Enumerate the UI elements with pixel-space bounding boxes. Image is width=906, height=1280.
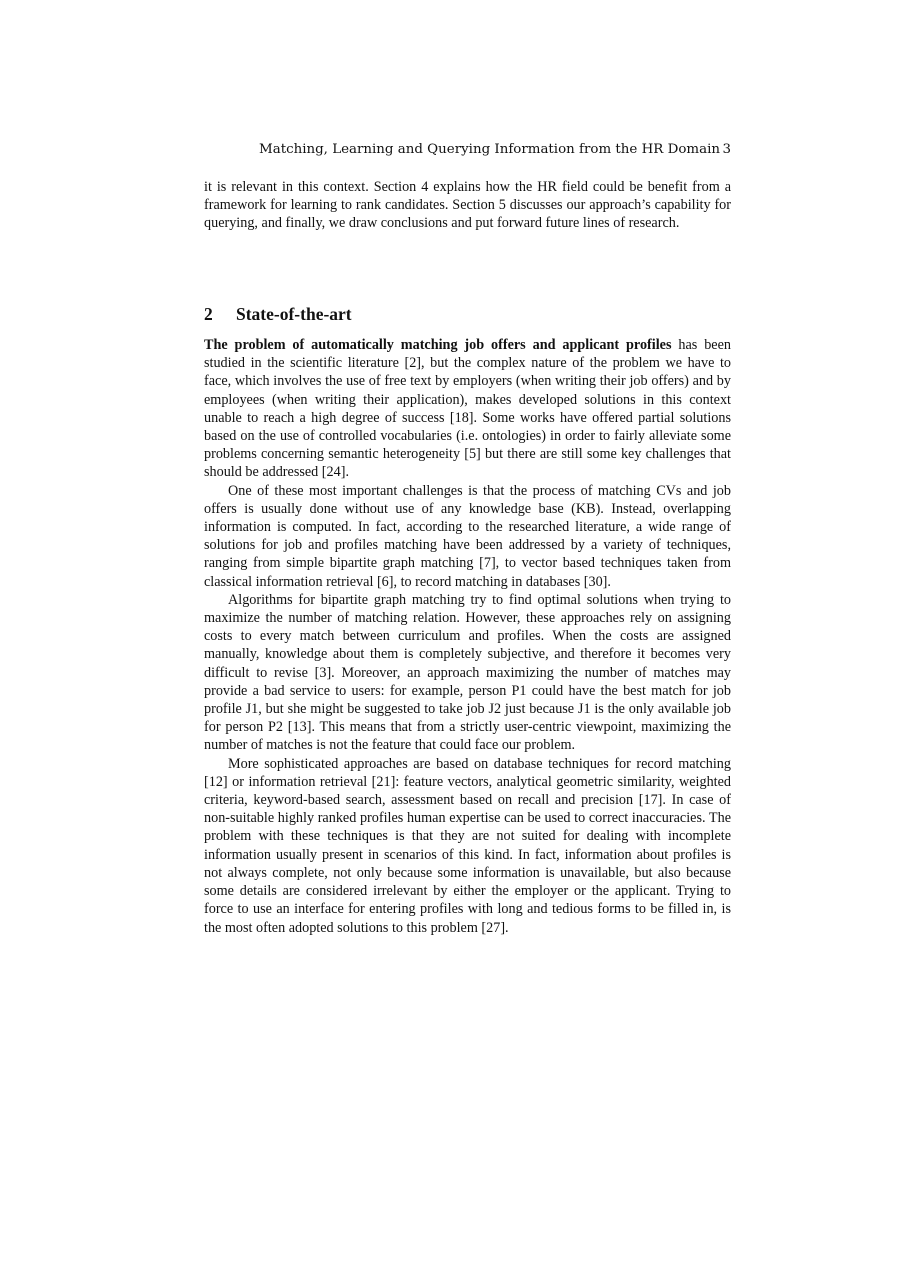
section-title: State-of-the-art — [236, 303, 352, 324]
body-paragraph: One of these most important challenges is that the process of matching CVs and job offers is usually done without use of any knowledge base (KB). Instead, overlapping information is computed. In fact, according to the researched literature, a wide range of solutions for job and profiles matching have been addressed by a variety of techniques, ranging from simple bipartite graph matching [7], to vector based techniques taken from classical information retrieval [6], to record matching in databases [30]. — [204, 482, 731, 590]
body-paragraph: Algorithms for bipartite graph matching try to find optimal solutions when trying to maximize the number of matching relation. However, these approaches rely on assigning costs to every match between curriculum and profiles. When the costs are assigned manually, knowledge about them is completely subjective, and therefore it becomes very difficult to revise [3]. Moreover, an approach maximizing the number of matches may provide a bad service to users: for example, person P1 could have the best match for job profile J1, but she might be suggested to take job J2 just because J1 is the only available job for person P2 [13]. This means that from a strictly user-centric viewpoint, maximizing the number of matches is not the feature that could face our problem. — [204, 591, 731, 754]
intro-paragraph: it is relevant in this context. Section 4 explains how the HR field could be benefit from a framework for learning to rank candidates. Section 5 discusses our approach’s capability for querying, and finally, we draw conclusions and put forward future lines of research. — [204, 179, 731, 232]
paragraph-text: has been studied in the scientific literature [2], but the complex nature of the problem we have to face, which involves the use of free text by employers (when writing their job offers) and by employees (when writing their application), makes developed solutions in this context unable to reach a high degree of success [18]. Some works have offered partial solutions based on the use of controlled vocabularies (i.e. ontologies) in order to fairly alleviate some problems concerning semantic heterogeneity [5] but there are still some key challenges that should be addressed [24]. — [204, 337, 731, 481]
section-heading — [204, 303, 731, 325]
section-body — [204, 336, 731, 937]
running-header — [204, 140, 731, 160]
page-number: 3 — [722, 142, 731, 157]
running-title: Matching, Learning and Querying Information from the HR Domain — [259, 142, 720, 157]
body-paragraph — [204, 336, 731, 482]
paragraph-lead-bold: The problem of automatically matching job offers and applicant profiles — [204, 337, 672, 353]
section-number: 2 — [204, 303, 213, 324]
body-paragraph: More sophisticated approaches are based on database techniques for record matching [12] or information retrieval [21]: feature vectors, analytical geometric similarity, weighted criteria, keyword-based search, assessment based on recall and precision [17]. In case of non-suitable highly ranked profiles human expertise can be used to correct inaccuracies. The problem with these techniques is that they are not suited for dealing with incomplete information usually present in scenarios of this kind. In fact, information about profiles is not always complete, not only because some information is unavailable, but also because some details are considered irrelevant by either the employer or the applicant. Trying to force to use an interface for entering profiles with long and tedious forms to be filled in, is the most often adopted solutions to this problem [27]. — [204, 755, 731, 936]
intro-block — [204, 178, 731, 233]
